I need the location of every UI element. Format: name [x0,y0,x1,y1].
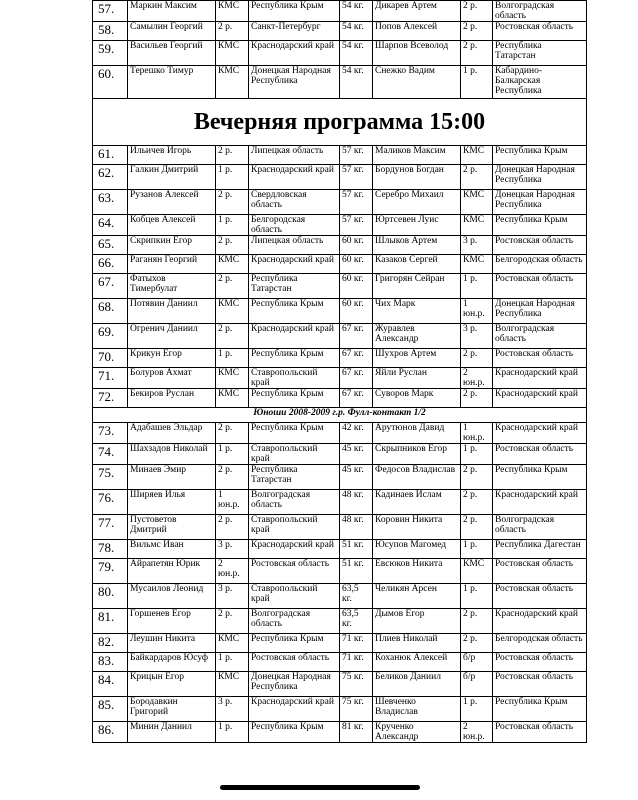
bout-number: 57. [93,1,128,22]
fighter-b-rank: 2 р. [461,349,493,368]
fighter-a-name: Айрапетян Юрик [128,559,216,584]
table-row [93,584,587,609]
fighter-a-region: Ростовская область [249,653,340,672]
table-row [93,41,587,66]
bout-number: 63. [93,190,128,215]
fighter-a-name: Потявин Даниил [128,299,216,324]
fighter-a-rank: 1 р. [216,444,249,465]
fighter-b-rank: 1 р. [461,584,493,609]
fighter-a-region: Ставропольский край [249,368,340,389]
bout-number: 73. [93,423,128,444]
fighter-b-name: Серебро Михаил [373,190,461,215]
fighter-a-rank: КМС [216,368,249,389]
fighter-b-name: Челикян Арсен [373,584,461,609]
fighter-a-name: Маркин Максим [128,1,216,22]
fighter-a-rank: КМС [216,41,249,66]
fighter-a-region: Волгоградская область [249,609,340,634]
table-row [93,609,587,634]
bout-number: 67. [93,274,128,299]
fighter-a-region: Республика Крым [249,722,340,743]
fighter-a-name: Минаев Эмир [128,465,216,490]
fighter-a-region: Липецкая область [249,236,340,255]
weight-class: 51 кг. [340,540,373,559]
table-row [93,146,587,165]
fighter-a-rank: 1 р. [216,165,249,190]
fighter-b-region: Краснодарский край [493,490,587,515]
weight-class: 45 кг. [340,465,373,490]
bout-number: 58. [93,22,128,41]
bout-number: 71. [93,368,128,389]
table-row [93,465,587,490]
bout-number: 85. [93,697,128,722]
fighter-a-name: Леушин Никита [128,634,216,653]
bout-number: 77. [93,515,128,540]
fighter-b-name: Журавлев Александр [373,324,461,349]
fighter-a-region: Ростовская область [249,559,340,584]
table-row [93,349,587,368]
weight-class: 57 кг. [340,165,373,190]
fighter-a-name: Кобцев Алексей [128,215,216,236]
table-row [93,722,587,743]
fighter-b-name: Беликов Даниил [373,672,461,697]
fighter-b-rank: 1 р. [461,697,493,722]
table-row [93,672,587,697]
fighter-a-name: Адабашев Эльдар [128,423,216,444]
fighter-b-rank: 1 р. [461,274,493,299]
weight-class: 57 кг. [340,146,373,165]
fighter-a-region: Республика Крым [249,634,340,653]
weight-class: 63,5 кг. [340,609,373,634]
fighter-a-rank: 1 юн.р. [216,490,249,515]
fighter-b-name: Яйли Руслан [373,368,461,389]
fighter-b-rank: КМС [461,190,493,215]
table-row [93,215,587,236]
weight-class: 57 кг. [340,215,373,236]
fighter-a-rank: 2 р. [216,236,249,255]
table-row [93,559,587,584]
weight-class: 71 кг. [340,634,373,653]
weight-class: 54 кг. [340,22,373,41]
fighter-a-region: Краснодарский край [249,540,340,559]
bout-number: 65. [93,236,128,255]
fighter-b-rank: КМС [461,559,493,584]
fighter-a-name: Рузанов Алексей [128,190,216,215]
bout-number: 62. [93,165,128,190]
weight-class: 51 кг. [340,559,373,584]
weight-class: 81 кг. [340,722,373,743]
table-row [93,274,587,299]
fighter-a-region: Донецкая Народная Республика [249,66,340,99]
fighter-b-region: Республика Крым [493,215,587,236]
fighter-b-rank: 3 р. [461,324,493,349]
bout-number: 83. [93,653,128,672]
table-row [93,490,587,515]
weight-class: 67 кг. [340,324,373,349]
bout-number: 61. [93,146,128,165]
bout-number: 64. [93,215,128,236]
bout-number: 81. [93,609,128,634]
fighter-b-rank: КМС [461,215,493,236]
fighter-b-region: Ростовская область [493,672,587,697]
fighter-a-rank: 2 р. [216,324,249,349]
fighter-b-rank: 2 юн.р. [461,722,493,743]
fighter-a-region: Республика Крым [249,349,340,368]
weight-class: 48 кг. [340,490,373,515]
bout-number: 72. [93,389,128,408]
fighter-b-region: Краснодарский край [493,423,587,444]
table-row [93,540,587,559]
fighter-b-rank: КМС [461,146,493,165]
fighter-a-region: Республика Татарстан [249,465,340,490]
weight-class: 60 кг. [340,255,373,274]
bout-number: 60. [93,66,128,99]
fighter-a-name: Скрипкин Егор [128,236,216,255]
fighter-a-region: Краснодарский край [249,697,340,722]
fighter-b-rank: 2 р. [461,165,493,190]
fighter-b-name: Плиев Николай [373,634,461,653]
fighter-b-rank: 2 р. [461,515,493,540]
fighter-b-region: Республика Крым [493,697,587,722]
fighter-b-region: Ростовская область [493,274,587,299]
weight-class: 67 кг. [340,349,373,368]
juniors-subheader: Юноши 2008-2009 г.р. Фулл-контакт 1/2 [93,408,587,423]
fighter-a-rank: 2 р. [216,465,249,490]
fighter-a-name: Бородавкин Григорий [128,697,216,722]
fighter-a-region: Ставропольский край [249,444,340,465]
table-row [93,423,587,444]
fighter-b-name: Евсюков Никита [373,559,461,584]
fighter-b-region: Краснодарский край [493,368,587,389]
bout-number: 84. [93,672,128,697]
bouts-group-juniors [93,423,587,743]
fighter-a-region: Республика Татарстан [249,274,340,299]
fighter-b-rank: 2 р. [461,389,493,408]
fighter-b-name: Шарпов Всеволод [373,41,461,66]
fighter-b-name: Коровин Никита [373,515,461,540]
fighter-b-name: Арутюнов Давид [373,423,461,444]
fighter-b-region: Краснодарский край [493,609,587,634]
fighter-b-name: Юртсевен Луис [373,215,461,236]
fighter-a-region: Республика Крым [249,299,340,324]
fighter-b-rank: 2 р. [461,634,493,653]
weight-class: 63,5 кг. [340,584,373,609]
fighter-b-name: Юсупов Магомед [373,540,461,559]
bout-number: 70. [93,349,128,368]
table-row [93,697,587,722]
table-row [93,389,587,408]
fighter-b-rank: 2 р. [461,609,493,634]
fighter-a-rank: 2 юн.р. [216,559,249,584]
fighter-b-rank: 1 р. [461,66,493,99]
table-row [93,634,587,653]
bout-number: 86. [93,722,128,743]
fighter-a-rank: КМС [216,389,249,408]
fighter-a-rank: 2 р. [216,22,249,41]
fighter-b-name: Дымов Егор [373,609,461,634]
fighter-b-region: Кабардино-Балкарская Республика [493,66,587,99]
fighter-b-rank: б/р [461,672,493,697]
fighter-a-name: Крикун Егор [128,349,216,368]
fighter-b-rank: 2 р. [461,1,493,22]
weight-class: 54 кг. [340,41,373,66]
fighter-b-rank: б/р [461,653,493,672]
bout-number: 59. [93,41,128,66]
fighter-a-region: Белгородская область [249,215,340,236]
fighter-a-name: Раганян Георгий [128,255,216,274]
fighter-b-region: Краснодарский край [493,389,587,408]
fighter-b-name: Суворов Марк [373,389,461,408]
fighter-a-rank: КМС [216,672,249,697]
bout-number: 69. [93,324,128,349]
bout-number: 66. [93,255,128,274]
fighter-b-region: Волгоградская область [493,1,587,22]
fighter-a-name: Шахзадов Николай [128,444,216,465]
fighter-b-region: Ростовская область [493,22,587,41]
fighter-a-rank: 2 р. [216,274,249,299]
bout-number: 76. [93,490,128,515]
fighter-b-name: Шевченко Владислав [373,697,461,722]
fighter-b-name: Попов Алексей [373,22,461,41]
fighter-b-rank: 1 юн.р. [461,299,493,324]
fighter-b-region: Ростовская область [493,444,587,465]
fighter-a-name: Минин Даниил [128,722,216,743]
table-row [93,190,587,215]
home-indicator[interactable] [220,785,420,790]
fighter-b-region: Белгородская область [493,634,587,653]
weight-class: 48 кг. [340,515,373,540]
fighter-b-region: Ростовская область [493,653,587,672]
fighter-a-name: Горшенев Егор [128,609,216,634]
fighter-a-region: Донецкая Народная Республика [249,672,340,697]
fighter-b-rank: 2 р. [461,22,493,41]
weight-class: 57 кг. [340,190,373,215]
table-row [93,66,587,99]
fighter-b-rank: 2 р. [461,490,493,515]
fighter-a-region: Волгоградская область [249,490,340,515]
fighter-b-rank: КМС [461,255,493,274]
fighter-b-region: Республика Татарстан [493,41,587,66]
fighter-a-region: Ставропольский край [249,584,340,609]
fighter-a-region: Республика Крым [249,423,340,444]
fighter-b-name: Маликов Максим [373,146,461,165]
fighter-b-region: Волгоградская область [493,324,587,349]
fighter-b-name: Шухров Артем [373,349,461,368]
fighter-b-region: Волгоградская область [493,515,587,540]
fighter-a-name: Васильев Георгий [128,41,216,66]
fighter-a-name: Фатыхов Тимербулат [128,274,216,299]
fighter-a-name: Крицын Егор [128,672,216,697]
fighter-a-rank: КМС [216,1,249,22]
weight-class: 60 кг. [340,236,373,255]
evening-program-banner: Вечерняя программа 15:00 [93,99,587,146]
bout-table [92,0,587,743]
fighter-b-rank: 2 р. [461,465,493,490]
fighter-b-rank: 1 р. [461,444,493,465]
fighter-b-name: Снежко Вадим [373,66,461,99]
weight-class: 54 кг. [340,66,373,99]
fighter-a-name: Огренич Даниил [128,324,216,349]
fighter-b-rank: 2 р. [461,41,493,66]
weight-class: 75 кг. [340,697,373,722]
weight-class: 54 кг. [340,1,373,22]
bout-number: 82. [93,634,128,653]
bout-number: 68. [93,299,128,324]
fighter-a-rank: 1 р. [216,722,249,743]
fighter-a-rank: 3 р. [216,584,249,609]
fighter-b-region: Донецкая Народная Республика [493,190,587,215]
fighter-b-name: Крученко Александр [373,722,461,743]
fighter-a-rank: 1 р. [216,215,249,236]
fighter-a-name: Самылин Георгий [128,22,216,41]
fighter-a-region: Республика Крым [249,389,340,408]
weight-class: 67 кг. [340,368,373,389]
fighter-a-region: Краснодарский край [249,41,340,66]
fighter-a-rank: КМС [216,66,249,99]
weight-class: 67 кг. [340,389,373,408]
fighter-b-name: Кадинаев Ислам [373,490,461,515]
weight-class: 60 кг. [340,299,373,324]
fighter-b-rank: 1 р. [461,540,493,559]
fighter-b-rank: 1 юн.р. [461,423,493,444]
fighter-a-name: Байкардаров Юсуф [128,653,216,672]
fighter-a-region: Республика Крым [249,1,340,22]
fighter-b-name: Федосов Владислав [373,465,461,490]
table-row [93,236,587,255]
fighter-b-name: Григорян Сейран [373,274,461,299]
fighter-b-name: Казаков Сергей [373,255,461,274]
bout-number: 80. [93,584,128,609]
fighter-a-rank: 2 р. [216,515,249,540]
table-row [93,653,587,672]
fighter-b-region: Ростовская область [493,722,587,743]
fighter-a-region: Липецкая область [249,146,340,165]
fighter-a-region: Ставропольский край [249,515,340,540]
fighter-b-region: Республика Крым [493,146,587,165]
fighter-a-region: Краснодарский край [249,324,340,349]
table-row [93,444,587,465]
table-row [93,515,587,540]
table-row [93,1,587,22]
fighter-a-name: Болуров Ахмат [128,368,216,389]
fighter-b-region: Ростовская область [493,349,587,368]
fighter-b-region: Ростовская область [493,584,587,609]
fighter-b-region: Республика Дагестан [493,540,587,559]
fighter-a-rank: 3 р. [216,540,249,559]
fighter-b-name: Чих Марк [373,299,461,324]
fighter-a-region: Краснодарский край [249,255,340,274]
fighter-a-rank: КМС [216,634,249,653]
fighter-a-region: Свердловская область [249,190,340,215]
fighter-b-name: Коханюк Алексей [373,653,461,672]
fighter-b-region: Донецкая Народная Республика [493,299,587,324]
table-row [93,22,587,41]
weight-class: 45 кг. [340,444,373,465]
fighter-a-name: Терешко Тимур [128,66,216,99]
fighter-a-name: Ильичев Игорь [128,146,216,165]
weight-class: 75 кг. [340,672,373,697]
table-row [93,165,587,190]
fighter-a-rank: 3 р. [216,697,249,722]
fighter-b-name: Бордунов Богдан [373,165,461,190]
fighter-a-rank: 2 р. [216,190,249,215]
fighter-a-rank: 2 р. [216,423,249,444]
fighter-a-region: Санкт-Петербург [249,22,340,41]
bout-number: 75. [93,465,128,490]
fighter-b-region: Донецкая Народная Республика [493,165,587,190]
fighter-a-name: Ширяев Илья [128,490,216,515]
fighter-a-name: Бекиров Руслан [128,389,216,408]
fighter-b-name: Шлыков Артем [373,236,461,255]
weight-class: 71 кг. [340,653,373,672]
fighter-a-rank: КМС [216,255,249,274]
fighter-a-region: Краснодарский край [249,165,340,190]
fighter-a-name: Пустоветов Дмитрий [128,515,216,540]
fighter-b-rank: 2 юн.р. [461,368,493,389]
table-row [93,299,587,324]
bouts-group-evening [93,146,587,408]
bout-number: 78. [93,540,128,559]
table-row [93,324,587,349]
fighter-a-name: Вильмс Иван [128,540,216,559]
bout-number: 74. [93,444,128,465]
fighter-a-rank: КМС [216,299,249,324]
bouts-group-top [93,1,587,99]
fighter-b-region: Ростовская область [493,559,587,584]
fighter-a-name: Мусаилов Леонид [128,584,216,609]
weight-class: 60 кг. [340,274,373,299]
fighter-b-region: Ростовская область [493,236,587,255]
fighter-a-rank: 1 р. [216,349,249,368]
fighter-a-rank: 1 р. [216,653,249,672]
fighter-b-region: Республика Крым [493,465,587,490]
fighter-a-rank: 2 р. [216,609,249,634]
weight-class: 42 кг. [340,423,373,444]
evening-program-section [93,99,587,146]
bout-schedule-sheet [92,0,586,743]
fighter-b-rank: 3 р. [461,236,493,255]
fighter-a-name: Галкин Дмитрий [128,165,216,190]
table-row [93,368,587,389]
fighter-a-rank: 2 р. [216,146,249,165]
bout-number: 79. [93,559,128,584]
fighter-b-name: Дикарев Артем [373,1,461,22]
fighter-b-name: Скрыпников Егор [373,444,461,465]
fighter-b-region: Белгородская область [493,255,587,274]
table-row [93,255,587,274]
juniors-section [93,408,587,423]
